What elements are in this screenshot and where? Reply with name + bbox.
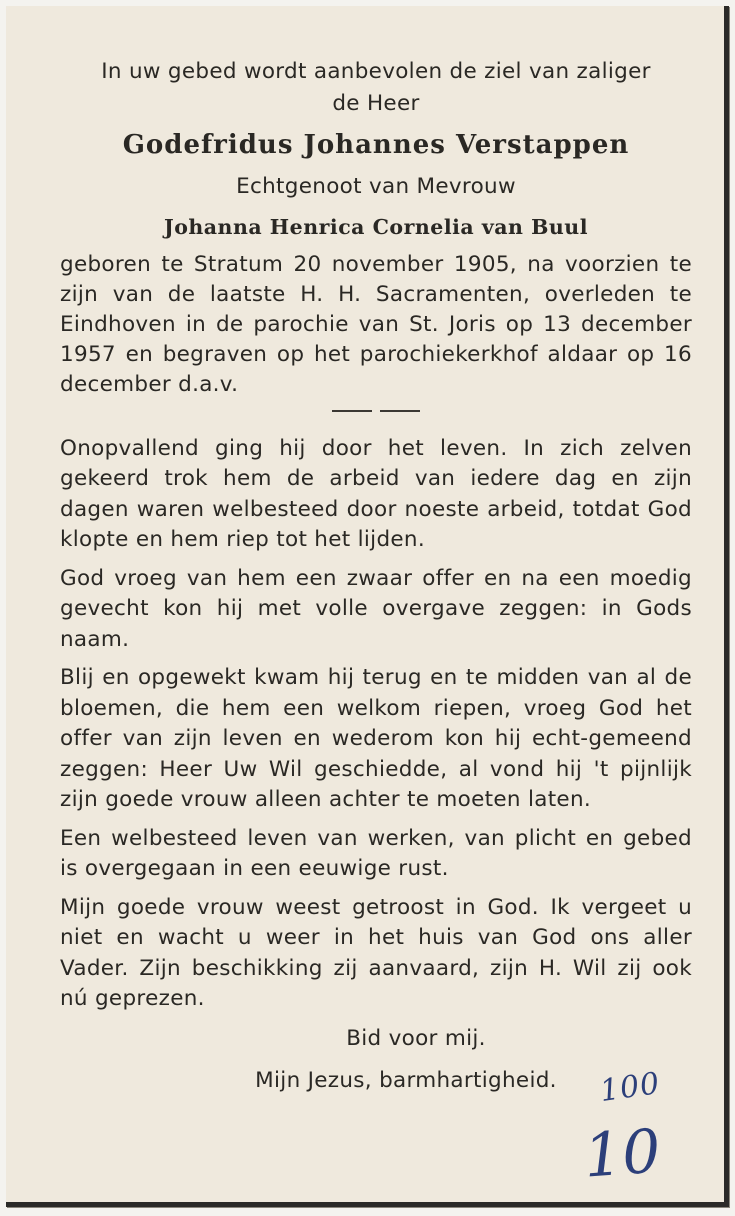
paragraph-2: God vroeg van hem een zwaar offer en na een moedig gevecht kon hij met volle overgave zeggen: in Gods naam.: [60, 565, 692, 652]
prayer-card: [6, 6, 729, 1207]
paragraph-3: Blij en opgewekt kwam hij terug en te midden van al de bloemen, die hem een welkom riepen, vroeg God het offer van zijn leven en wederom kon hij echt-gemeend zeggen: Heer Uw Wil geschiedde, al vond hij 't pijnlijk zijn goede vrouw alleen achter te moeten laten.: [60, 665, 692, 812]
spouse-name: Johanna Henrica Cornelia van Buul: [164, 215, 588, 239]
paragraph-5: Mijn goede vrouw weest getroost in God. Ik vergeet u niet en wacht u weer in het huis van God ons aller Vader. Zijn beschikking zij aanvaard, zijn H. Wil zij ook nú geprezen.: [60, 894, 692, 1011]
divider: [60, 410, 692, 412]
handwritten-note-1: 100: [597, 1065, 663, 1110]
closing-invocation: Mijn Jezus, barmhartigheid.: [255, 1067, 557, 1093]
spouse-intro: Echtgenoot van Mevrouw: [236, 174, 516, 199]
handwritten-note-2: 10: [581, 1116, 663, 1192]
intro-line-1: In uw gebed wordt aanbevolen de ziel van zaliger: [101, 59, 651, 84]
paragraph-1: Onopvallend ging hij door het leven. In zich zelven gekeerd trok hem de arbeid van iedere dag en zijn dagen waren welbesteed door noeste arbeid, totdat God klopte en hem riep tot het lijden.: [60, 435, 692, 552]
paragraph-4: Een welbesteed leven van werken, van plicht en gebed is overgegaan in een eeuwige rust.: [60, 825, 692, 881]
intro-line-2: de Heer: [332, 91, 420, 116]
closing-prayer: Bid voor mij.: [346, 1025, 486, 1051]
card-content: [60, 56, 692, 1097]
deceased-name: Godefridus Johannes Verstappen: [122, 130, 630, 160]
biography: geboren te Stratum 20 november 1905, na voorzien te zijn van de laatste H. H. Sacramenten, overleden te Eindhoven in de parochie van St. Joris op 13 december 1957 en begraven op het parochiekerkhof aldaar op 16 december d.a.v.: [60, 252, 692, 397]
